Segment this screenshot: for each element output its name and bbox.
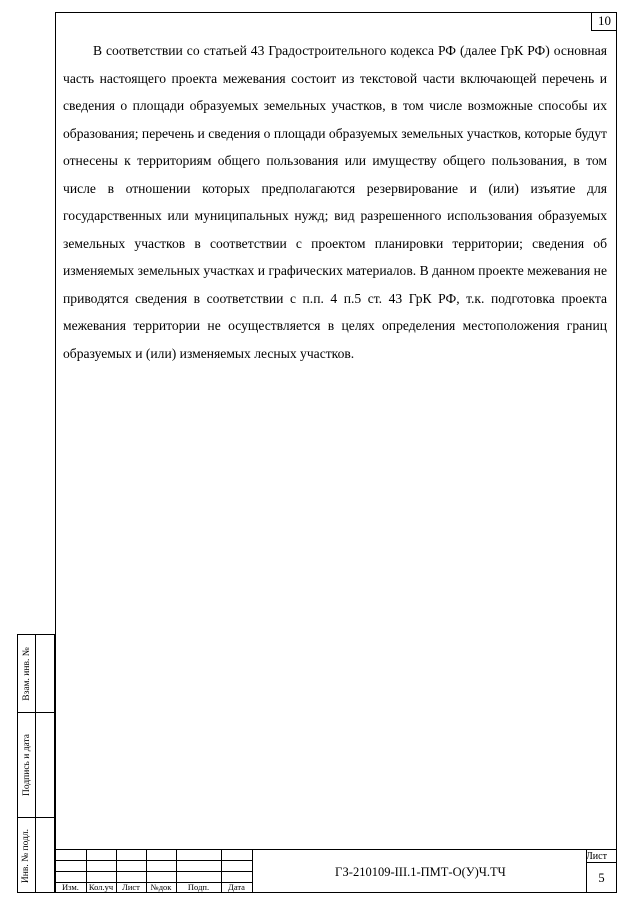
title-block xyxy=(55,849,617,893)
stamp-line xyxy=(252,849,253,893)
col-data: Дата xyxy=(228,882,245,892)
col-list: Лист xyxy=(122,882,140,892)
page-number-top: 10 xyxy=(591,12,617,31)
side-divider xyxy=(35,635,36,892)
stamp-line xyxy=(586,862,617,863)
podpis-data-label: Подпись и дата xyxy=(21,733,32,796)
document-code: ГЗ-210109-III.1-ПМТ-О(У)Ч.ТЧ xyxy=(335,865,506,879)
stamp-line xyxy=(55,860,252,861)
side-strip xyxy=(17,634,55,893)
col-ndok: №док xyxy=(150,882,172,892)
vzam-inv-label: Взам. инв. № xyxy=(21,646,32,701)
stamp-line xyxy=(55,849,617,850)
body-paragraph: В соответствии со статьей 43 Градостроительного кодекса РФ (далее ГрК РФ) основная часть настоящего проекта межевания состоит из текстовой части включающей перечень и сведения о площади образуемых земельных участков, в том числе возможные способы их образования; перечень и сведения о площади образуемых земельных участков, которые будут отнесены к территориям общего пользования или имуществу общего пользования, в том числе в отношении которых предполагаются резервирование и (или) изъятие для государственных или муниципальных нужд; вид разрешенного использования образуемых земельных участков в соответствии с проектом планировки территории; сведения об изменяемых земельных участках и графических материалов. В данном проекте межевания не приводятся сведения в соответствии с п.п. 4 п.5 ст. 43 ГрК РФ, т.к. подготовка проекта межевания территории не осуществляется в целях определения местоположения границ образуемых и (или) изменяемых лесных участков. xyxy=(63,43,607,361)
sheet-number: 5 xyxy=(598,871,605,885)
stamp-line xyxy=(55,871,252,872)
col-izm: Изм. xyxy=(62,882,79,892)
col-kol-uch: Кол.уч xyxy=(88,882,114,892)
inv-podl-label: Инв. № подл. xyxy=(21,828,32,883)
body-text xyxy=(63,37,607,367)
sheet-label: Лист xyxy=(586,851,607,862)
col-podp: Подп. xyxy=(187,882,210,892)
